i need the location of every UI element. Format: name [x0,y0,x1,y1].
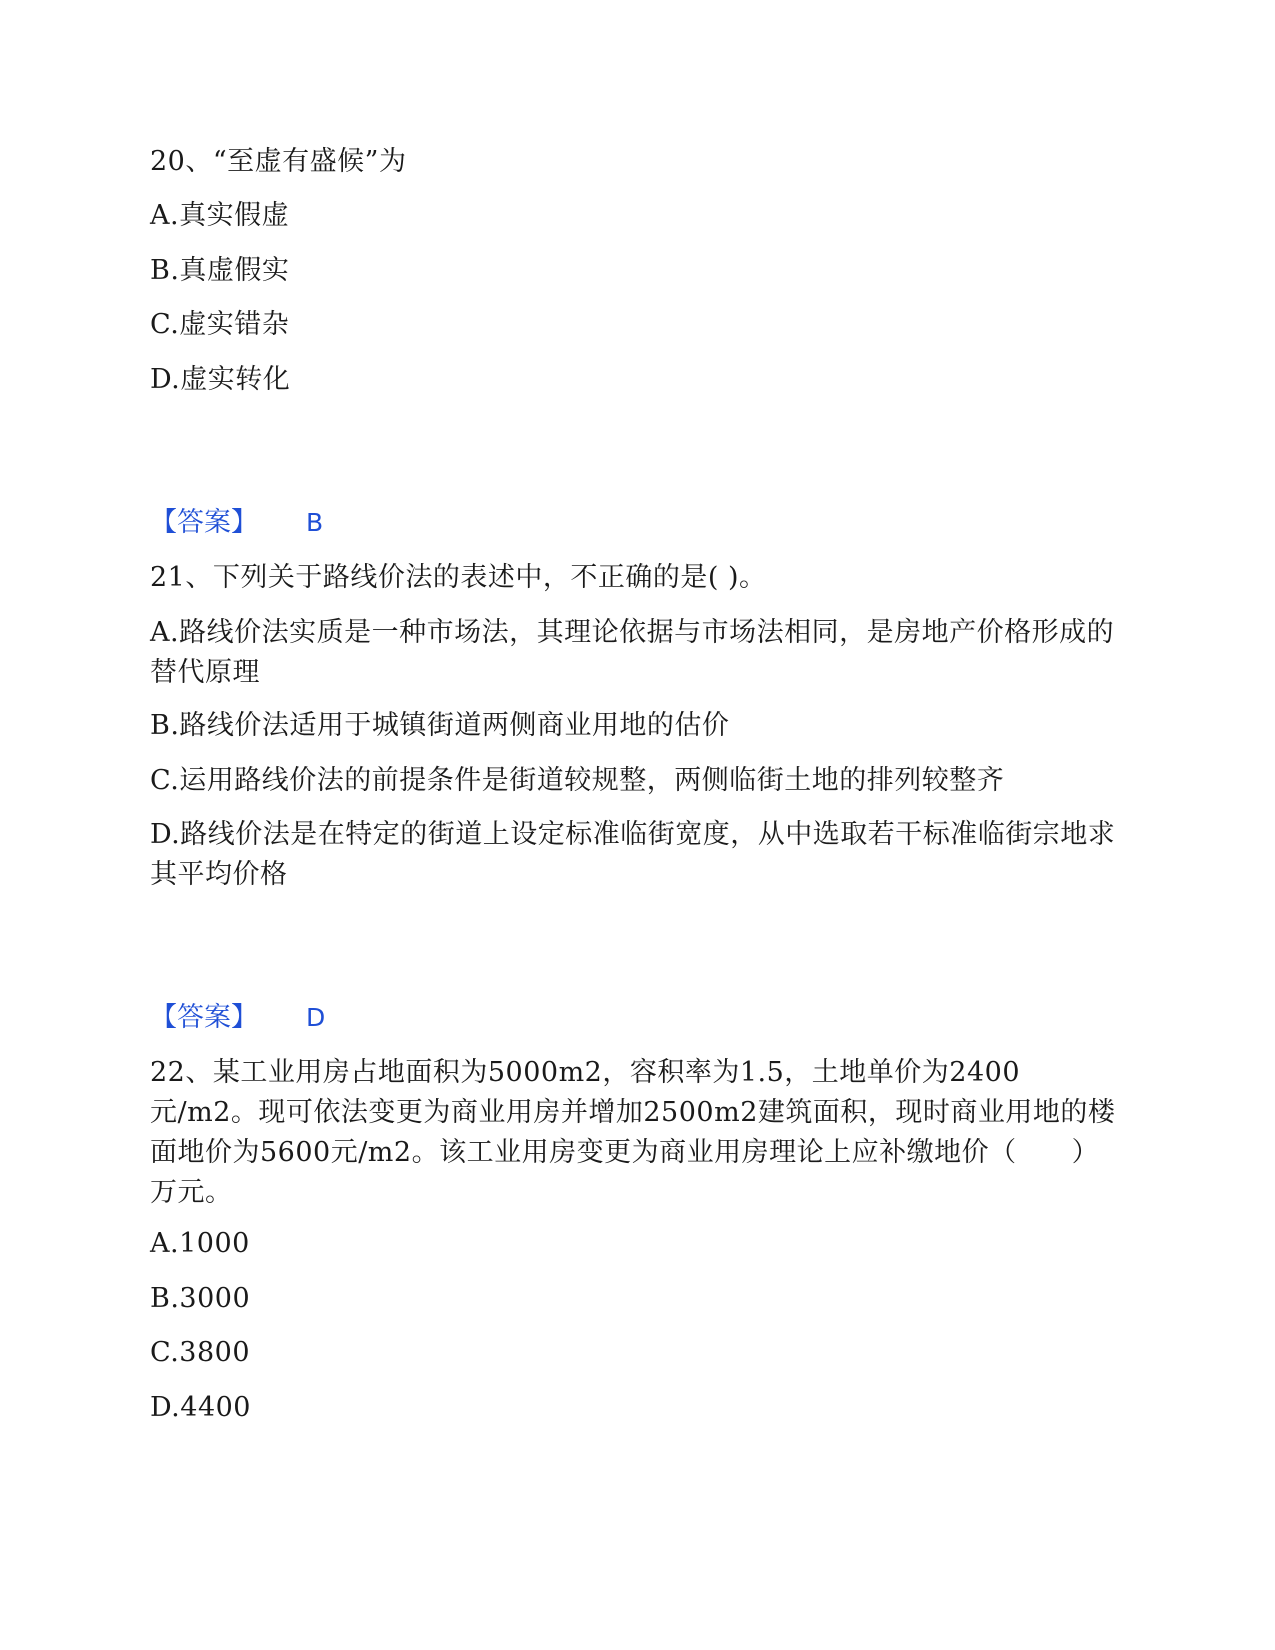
question-21-option-d: D.路线价法是在特定的街道上设定标准临街宽度，从中选取若干标准临街宗地求其平均价格 [150,819,1116,890]
answer-20-value: B [306,508,324,537]
question-21-option-a: A.路线价法实质是一种市场法，其理论依据与市场法相同，是房地产价格形成的替代原理 [150,617,1115,688]
question-20-stem: 20、“至虚有盛候”为 [150,146,407,177]
question-20-option-b: B.真虚假实 [150,255,290,286]
question-22-option-b: B.3000 [150,1283,251,1314]
answer-20 [150,503,323,543]
question-21-option-c: C.运用路线价法的前提条件是街道较规整，两侧临街土地的排列较整齐 [150,765,1005,796]
question-20-option-c: C.虚实错杂 [150,309,290,340]
question-21-stem: 21、下列关于路线价法的表述中，不正确的是( )。 [150,562,767,593]
question-22-option-a: A.1000 [150,1228,250,1259]
answer-21 [150,998,325,1038]
question-20-option-a: A.真实假虚 [150,200,290,231]
question-22-option-d: D.4400 [150,1392,251,1423]
question-22-option-c: C.3800 [150,1337,250,1368]
answer-20-label: 【答案】 [150,507,258,538]
question-21-option-b: B.路线价法适用于城镇街道两侧商业用地的估价 [150,710,730,741]
question-22-stem: 22、某工业用房占地面积为5000m2，容积率为1.5，土地单价为2400元/m2。现可依法变更为商业用房并增加2500m2建筑面积，现时商业用地的楼面地价为5600元/m2。该工业用房变更为商业用房理论上应补缴地价（ ）万元。 [150,1057,1116,1208]
answer-21-label: 【答案】 [150,1002,258,1033]
question-20-option-d: D.虚实转化 [150,364,291,395]
answer-21-value: D [306,1003,326,1032]
